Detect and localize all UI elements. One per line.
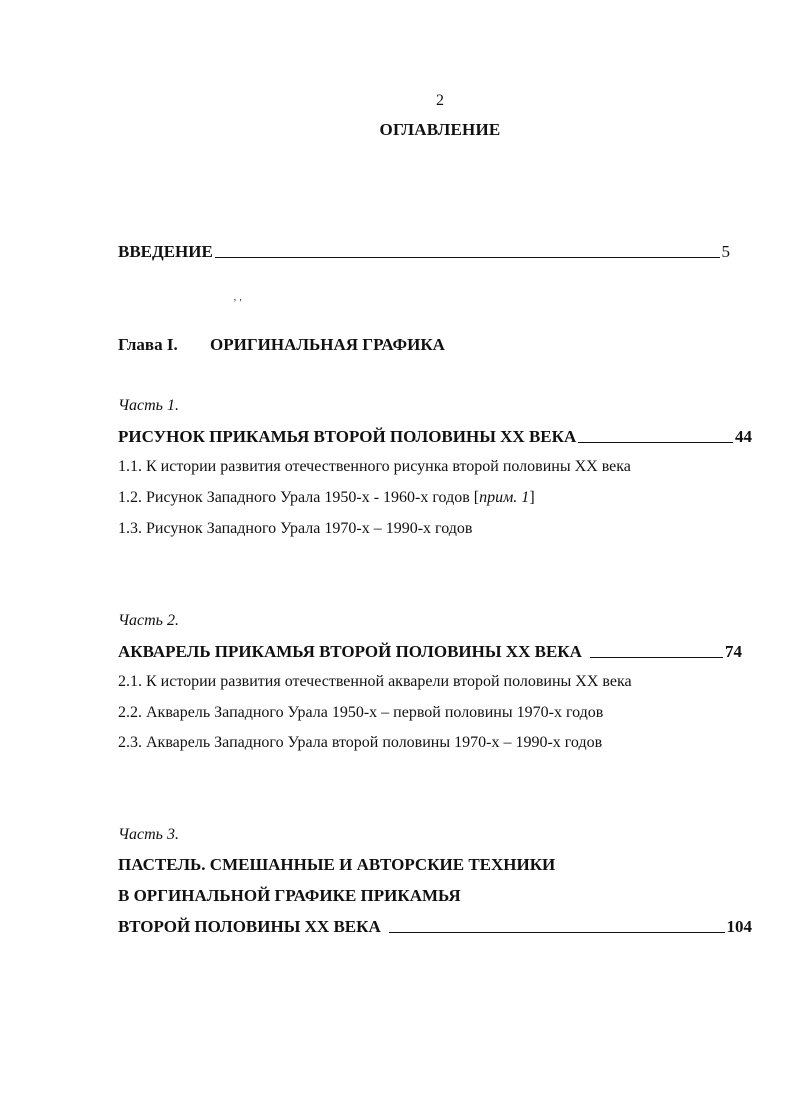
subsection-2-2: 2.2. Акварель Западного Урала 1950-х – первой половины 1970-х годов: [118, 704, 604, 721]
subsection-bracket: ]: [529, 489, 535, 506]
toc-entry-label: ВВЕДЕНИЕ: [118, 242, 213, 261]
part-label: Часть 3.: [118, 826, 179, 843]
toc-entry-part-3: [118, 917, 752, 937]
subsection-2-1: 2.1. К истории развития отечественной акварели второй половины XX века: [118, 673, 632, 690]
subsection-note: прим. 1: [479, 489, 530, 506]
page-number: 2: [436, 92, 444, 109]
part-3-heading-line-1: ПАСТЕЛЬ. СМЕШАННЫЕ И АВТОРСКИЕ ТЕХНИКИ: [118, 855, 556, 874]
scan-speck: ʼ ʹ: [233, 297, 242, 309]
part-3-heading-line-2: В ОРГИНАЛЬНОЙ ГРАФИКЕ ПРИКАМЬЯ: [118, 886, 461, 905]
toc-entry-label: ВТОРОЙ ПОЛОВИНЫ XX ВЕКА: [118, 917, 381, 936]
page-title: ОГЛАВЛЕНИЕ: [379, 120, 501, 139]
toc-entry-introduction: [118, 242, 730, 262]
part-label: Часть 1.: [118, 397, 179, 414]
subsection-1-3: 1.3. Рисунок Западного Урала 1970-х – 1990-х годов: [118, 520, 473, 537]
toc-entry-page: 74: [725, 642, 742, 661]
dot-leader: [215, 257, 720, 258]
toc-entry-label: РИСУНОК ПРИКАМЬЯ ВТОРОЙ ПОЛОВИНЫ XX ВЕКА: [118, 427, 577, 446]
part-label: Часть 2.: [118, 612, 179, 629]
dot-leader: [389, 932, 725, 933]
subsection-text: 1.2. Рисунок Западного Урала 1950-х - 1960-х годов [: [118, 489, 480, 506]
subsection-2-3: 2.3. Акварель Западного Урала второй половины 1970-х – 1990-х годов: [118, 734, 603, 751]
toc-entry-part-2: [118, 642, 742, 662]
subsection-1-2: [118, 489, 535, 507]
subsection-1-1: 1.1. К истории развития отечественного рисунка второй половины XX века: [118, 458, 631, 475]
toc-entry-page: 104: [726, 917, 752, 936]
chapter-title: ОРИГИНАЛЬНАЯ ГРАФИКА: [210, 335, 445, 354]
toc-entry-part-1: [118, 427, 752, 447]
dot-leader: [578, 442, 733, 443]
toc-entry-label: АКВАРЕЛЬ ПРИКАМЬЯ ВТОРОЙ ПОЛОВИНЫ XX ВЕКА: [118, 642, 582, 661]
toc-entry-page: 5: [721, 242, 730, 261]
toc-entry-page: 44: [735, 427, 752, 446]
dot-leader: [590, 657, 723, 658]
chapter-label: Глава I.: [118, 335, 178, 354]
